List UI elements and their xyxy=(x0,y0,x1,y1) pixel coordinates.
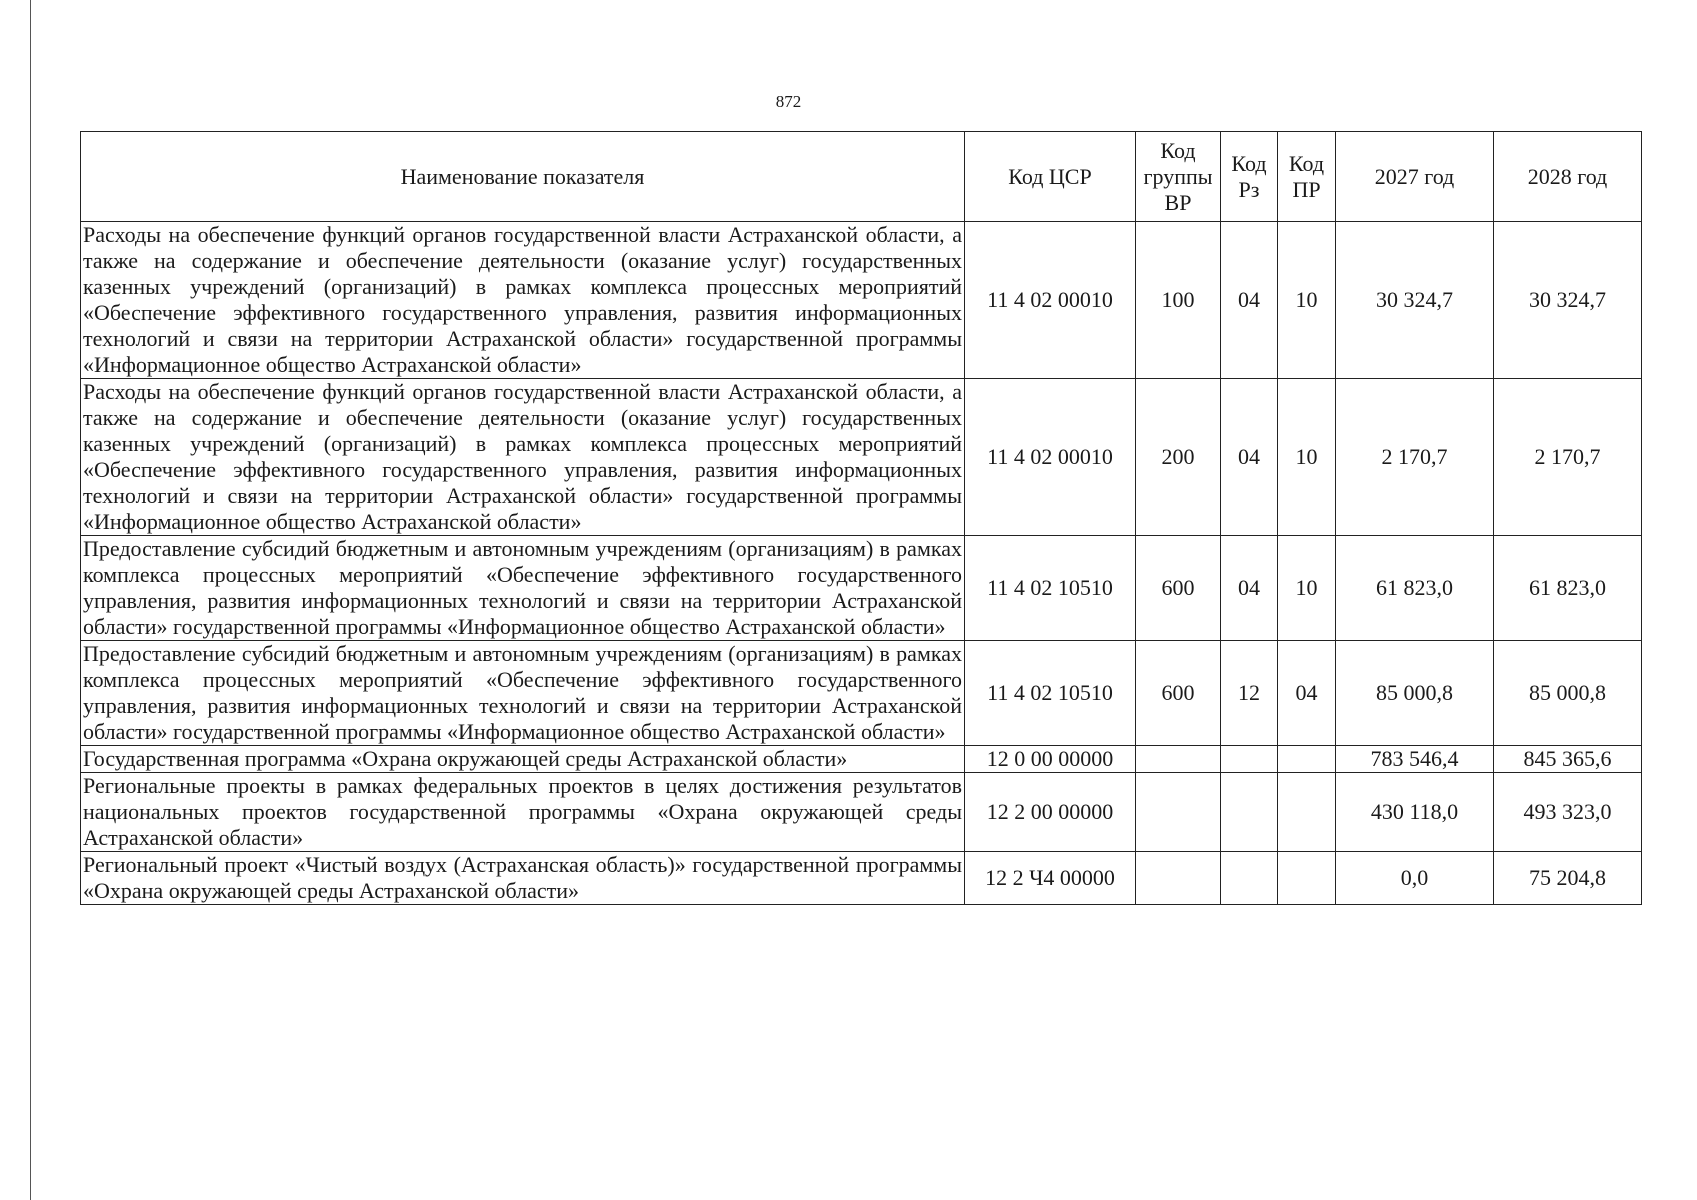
row-name: Предоставление субсидий бюджетным и автономным учреждениям (организациям) в рамках комплекса процессных мероприятий «Обеспечение эффективного государственного управления, развития информационных технологий и связи на территории Астраханской области» государственной программы «Информационное общество Астраханской области» xyxy=(81,641,965,746)
row-name: Государственная программа «Охрана окружающей среды Астраханской области» xyxy=(81,746,965,773)
table-row xyxy=(81,641,1642,746)
row-name: Расходы на обеспечение функций органов государственной власти Астраханской области, а также на содержание и обеспечение деятельности (оказание услуг) государственных казенных учреждений (организаций) в рамках комплекса процессных мероприятий «Обеспечение эффективного государственного управления, развития информационных технологий и связи на территории Астраханской области» государственной программы «Информационное общество Астраханской области» xyxy=(81,222,965,379)
row-pr-code xyxy=(1278,746,1336,773)
header-name: Наименование показателя xyxy=(81,132,965,222)
row-vr-code: 200 xyxy=(1136,379,1221,536)
header-csr-code: Код ЦСР xyxy=(965,132,1136,222)
row-rz-code: 12 xyxy=(1221,641,1278,746)
row-amount-2028: 75 204,8 xyxy=(1494,852,1642,905)
row-amount-2028: 845 365,6 xyxy=(1494,746,1642,773)
row-rz-code xyxy=(1221,852,1278,905)
row-amount-2028: 2 170,7 xyxy=(1494,379,1642,536)
row-csr-code: 12 2 Ч4 00000 xyxy=(965,852,1136,905)
row-vr-code: 100 xyxy=(1136,222,1221,379)
row-rz-code: 04 xyxy=(1221,536,1278,641)
row-vr-code: 600 xyxy=(1136,536,1221,641)
row-rz-code: 04 xyxy=(1221,222,1278,379)
row-vr-code xyxy=(1136,746,1221,773)
row-rz-code xyxy=(1221,746,1278,773)
budget-table xyxy=(80,131,1642,905)
row-amount-2027: 85 000,8 xyxy=(1336,641,1494,746)
row-name: Расходы на обеспечение функций органов государственной власти Астраханской области, а также на содержание и обеспечение деятельности (оказание услуг) государственных казенных учреждений (организаций) в рамках комплекса процессных мероприятий «Обеспечение эффективного государственного управления, развития информационных технологий и связи на территории Астраханской области» государственной программы «Информационное общество Астраханской области» xyxy=(81,379,965,536)
row-csr-code: 12 2 00 00000 xyxy=(965,773,1136,852)
header-vr-code: Код группы ВР xyxy=(1136,132,1221,222)
row-vr-code: 600 xyxy=(1136,641,1221,746)
row-rz-code xyxy=(1221,773,1278,852)
row-name: Региональные проекты в рамках федеральных проектов в целях достижения результатов национальных проектов государственной программы «Охрана окружающей среды Астраханской области» xyxy=(81,773,965,852)
row-amount-2027: 30 324,7 xyxy=(1336,222,1494,379)
row-pr-code: 10 xyxy=(1278,536,1336,641)
table-header-row xyxy=(81,132,1642,222)
row-amount-2028: 493 323,0 xyxy=(1494,773,1642,852)
row-pr-code: 10 xyxy=(1278,379,1336,536)
row-amount-2027: 430 118,0 xyxy=(1336,773,1494,852)
row-amount-2027: 0,0 xyxy=(1336,852,1494,905)
row-amount-2027: 61 823,0 xyxy=(1336,536,1494,641)
table-row xyxy=(81,222,1642,379)
row-amount-2027: 2 170,7 xyxy=(1336,379,1494,536)
row-amount-2027: 783 546,4 xyxy=(1336,746,1494,773)
header-pr-code: Код ПР xyxy=(1278,132,1336,222)
row-rz-code: 04 xyxy=(1221,379,1278,536)
row-amount-2028: 30 324,7 xyxy=(1494,222,1642,379)
page-number: 872 xyxy=(775,92,802,111)
table-row xyxy=(81,773,1642,852)
row-csr-code: 11 4 02 00010 xyxy=(965,379,1136,536)
row-vr-code xyxy=(1136,852,1221,905)
header-year-2028: 2028 год xyxy=(1494,132,1642,222)
table-row xyxy=(81,852,1642,905)
row-name: Предоставление субсидий бюджетным и автономным учреждениям (организациям) в рамках комплекса процессных мероприятий «Обеспечение эффективного государственного управления, развития информационных технологий и связи на территории Астраханской области» государственной программы «Информационное общество Астраханской области» xyxy=(81,536,965,641)
row-csr-code: 12 0 00 00000 xyxy=(965,746,1136,773)
header-rz-code: Код Рз xyxy=(1221,132,1278,222)
row-amount-2028: 61 823,0 xyxy=(1494,536,1642,641)
row-csr-code: 11 4 02 00010 xyxy=(965,222,1136,379)
row-pr-code xyxy=(1278,773,1336,852)
row-pr-code: 04 xyxy=(1278,641,1336,746)
binding-margin-line xyxy=(30,0,31,1200)
row-amount-2028: 85 000,8 xyxy=(1494,641,1642,746)
table-row xyxy=(81,379,1642,536)
row-name: Региональный проект «Чистый воздух (Астраханская область)» государственной программы «Охрана окружающей среды Астраханской области» xyxy=(81,852,965,905)
table-row xyxy=(81,746,1642,773)
row-vr-code xyxy=(1136,773,1221,852)
table-row xyxy=(81,536,1642,641)
header-year-2027: 2027 год xyxy=(1336,132,1494,222)
row-pr-code xyxy=(1278,852,1336,905)
row-csr-code: 11 4 02 10510 xyxy=(965,641,1136,746)
row-csr-code: 11 4 02 10510 xyxy=(965,536,1136,641)
row-pr-code: 10 xyxy=(1278,222,1336,379)
